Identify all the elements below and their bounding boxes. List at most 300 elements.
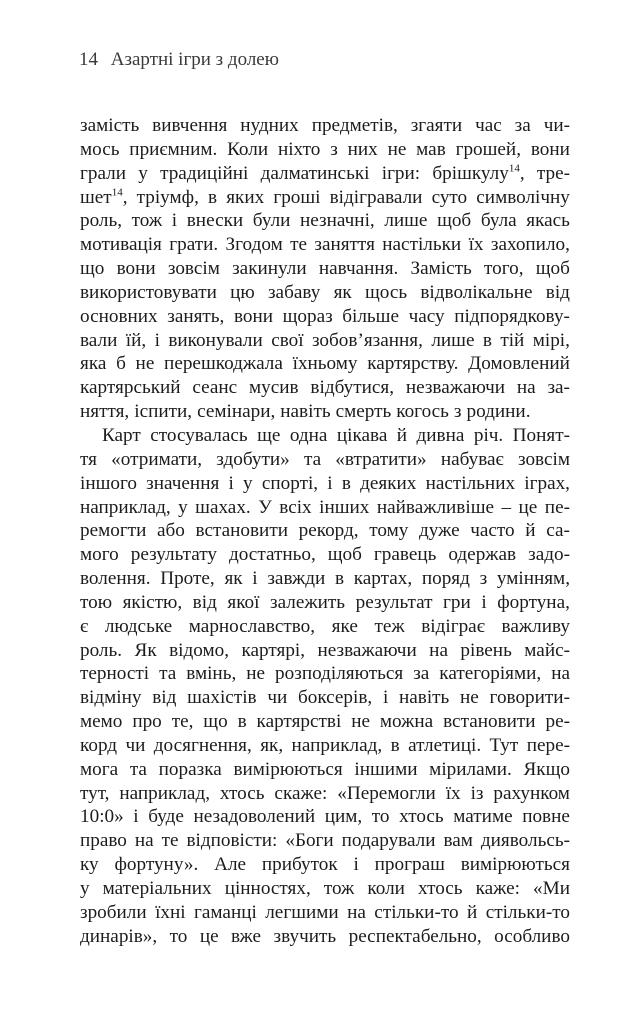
word: зобов’язання, (311, 329, 423, 351)
word: час (475, 115, 502, 136)
word: хтось (219, 782, 265, 804)
word: те (290, 234, 307, 256)
word: захопило, (490, 234, 570, 256)
word: за (514, 115, 531, 136)
word: одна (289, 424, 328, 446)
word: на (134, 830, 154, 852)
word: того, (484, 258, 524, 280)
word: це (199, 925, 219, 947)
word: хтось (399, 806, 444, 828)
word: диявольсь- (480, 830, 570, 852)
word: навіть (280, 401, 331, 423)
word: поразка (158, 758, 222, 780)
word: зробили (80, 901, 147, 923)
word: няття, (80, 401, 130, 423)
word: програш (374, 854, 445, 876)
word: відігравали (329, 186, 423, 208)
word: яка (80, 353, 107, 375)
word: як (224, 568, 243, 590)
word: більше (342, 305, 399, 327)
word: гаманці (194, 901, 257, 923)
word: й (396, 424, 408, 446)
word: суто (431, 186, 468, 208)
word: завжди (267, 568, 326, 590)
word: в (482, 329, 492, 351)
word: нудних (240, 115, 299, 136)
word: ку (80, 854, 99, 876)
word: цінностях, (224, 878, 311, 899)
word: стільки-то (374, 901, 459, 923)
word: гри (443, 591, 471, 613)
word: тож (131, 210, 163, 232)
text-line (80, 115, 570, 139)
word: їхньому (292, 353, 358, 375)
text-line (80, 854, 570, 878)
text-line (80, 544, 570, 568)
word: мотивація (80, 234, 162, 256)
word: забаву (267, 281, 321, 303)
word: в (341, 472, 351, 494)
text-line (80, 139, 570, 163)
word: достатньо, (228, 544, 316, 566)
word: найважливіше (376, 496, 494, 518)
word: наприклад, (80, 496, 171, 518)
word: лише (384, 210, 428, 232)
word: стільки-то (485, 901, 570, 923)
word: всіх (279, 496, 312, 518)
word: із (470, 782, 484, 804)
running-header (79, 49, 279, 71)
word: мав (416, 138, 446, 160)
word: в (208, 186, 218, 208)
word: залежить (270, 591, 346, 613)
text-line (80, 234, 570, 258)
word: яке (331, 615, 358, 637)
word: гроші (273, 186, 321, 208)
word: зовсім (517, 448, 570, 470)
word: важливу (501, 615, 570, 637)
word: часу (408, 305, 445, 327)
word: корд (80, 734, 118, 756)
text-line (80, 592, 570, 616)
word: «Боги (285, 830, 334, 852)
word: вже (231, 925, 262, 947)
word: майс- (524, 639, 570, 661)
word: річ. (473, 424, 504, 446)
word: іспити, (134, 401, 193, 423)
word: то (169, 925, 188, 947)
word: у (138, 162, 148, 184)
word: та (303, 448, 322, 470)
word: когось (396, 401, 449, 423)
word: на (347, 901, 366, 923)
word: на (551, 663, 570, 685)
word: У (258, 496, 272, 518)
word: з (330, 138, 338, 160)
word: вивчення (152, 115, 228, 136)
word: деяких (360, 472, 417, 494)
word: вони (233, 305, 274, 327)
word: вам (443, 830, 473, 852)
text-line (80, 473, 570, 497)
word: від (152, 687, 177, 709)
word: не (246, 663, 266, 685)
word: цим, (324, 806, 363, 828)
word: особливо (494, 925, 570, 947)
word: коли (367, 878, 405, 899)
word: них (347, 138, 378, 160)
word: тріумф, (136, 186, 199, 208)
word: Як (134, 639, 157, 661)
word: фортуну». (114, 854, 199, 876)
word: якістю, (122, 591, 183, 613)
word: тож (323, 878, 355, 899)
word: закинули (232, 258, 307, 280)
word: ремогти (80, 520, 147, 542)
word: подарували (341, 830, 436, 852)
word: як, (260, 734, 284, 756)
word: відволікальне (420, 281, 533, 303)
word: у (243, 472, 253, 494)
word: вимірюються (460, 854, 570, 876)
word: іншими (354, 758, 418, 780)
word: розподіляються (275, 663, 404, 685)
word: спорті, (261, 472, 319, 494)
text-line (80, 306, 570, 330)
word: й (525, 520, 536, 542)
word: вимірюються (233, 758, 343, 780)
word: грати. (169, 234, 219, 256)
text-line (80, 735, 570, 759)
word: картярі, (241, 639, 306, 661)
word: ще (257, 424, 281, 446)
word: і (252, 568, 258, 590)
word: і (171, 210, 178, 232)
word: встановити (195, 520, 288, 542)
word: «отримати, (111, 448, 203, 470)
word: не (460, 687, 479, 709)
word: Понят- (512, 424, 570, 446)
word: незважаючи (317, 639, 417, 661)
word: згаяти (410, 115, 463, 136)
word: як (333, 281, 352, 303)
word: картах, (353, 568, 413, 590)
word: дивна (416, 424, 465, 446)
word: і (382, 687, 389, 709)
word: тя (80, 448, 97, 470)
word: і (353, 854, 359, 876)
word: матиме (453, 806, 513, 828)
text-line (80, 878, 570, 902)
word: зовсім (167, 258, 220, 280)
word: мусив (249, 377, 299, 399)
word: атлетиці. (408, 734, 482, 756)
word: настільних (425, 472, 516, 494)
word: не (135, 353, 155, 375)
word: чи (267, 687, 288, 709)
word: картярський (80, 377, 181, 399)
word: або (157, 520, 185, 542)
word: підпорядкову- (454, 305, 570, 327)
text-line (80, 902, 570, 926)
word: тут, (80, 782, 110, 804)
word: навчання. (318, 258, 399, 280)
word: те, (171, 711, 194, 733)
word: інших (319, 496, 370, 518)
word: цікава (336, 424, 388, 446)
word: їй, (125, 329, 147, 351)
word: пере- (526, 734, 570, 756)
word: не (351, 711, 370, 733)
word: категоріями, (439, 663, 542, 685)
text-line (80, 258, 570, 282)
word: Замість (410, 258, 472, 280)
word: можна (379, 711, 434, 733)
word: перешкоджала (164, 353, 283, 375)
word: на (516, 377, 536, 399)
word: значення (146, 472, 220, 494)
word: набуває (440, 448, 504, 470)
word: встановити (443, 711, 536, 733)
word: основних (80, 305, 158, 327)
text-line (80, 497, 570, 521)
text-line (80, 401, 570, 425)
word: відміну (80, 687, 142, 709)
word: лише (431, 329, 475, 351)
word: роль, (80, 210, 123, 232)
text-line (80, 330, 570, 354)
word: волення. (80, 568, 151, 590)
word: боксерів, (297, 687, 373, 709)
word: прибуток (261, 854, 338, 876)
word: вони (116, 258, 156, 280)
word: і (481, 591, 487, 613)
word: і (154, 329, 160, 351)
word: щоб (327, 544, 362, 566)
word: говорити- (489, 687, 570, 709)
word: каже: (475, 878, 520, 899)
word: про (132, 711, 162, 733)
word: це (518, 496, 538, 518)
word: Але (214, 854, 247, 876)
text-line (80, 520, 570, 544)
word: рекорд, (298, 520, 359, 542)
text-line (80, 759, 570, 783)
word: задо- (528, 544, 570, 566)
word: стосувалась (150, 424, 248, 446)
word: незначні, (300, 210, 375, 232)
word: роль. (80, 639, 123, 661)
word: то (371, 806, 390, 828)
word: легшими (265, 901, 339, 923)
word: вмінь, (186, 663, 237, 685)
word: звучить (273, 925, 337, 947)
text-line (80, 210, 570, 234)
book-title: Азартні ігри з долею (110, 49, 279, 70)
word: досягнення, (153, 734, 252, 756)
word: тре- (536, 162, 570, 184)
text-line (80, 425, 570, 449)
text-line (80, 449, 570, 473)
word: тій (500, 329, 525, 351)
word: гравець (373, 544, 437, 566)
word: тому (369, 520, 409, 542)
word: від (545, 281, 570, 303)
word: щораз (282, 305, 333, 327)
word: терності (80, 663, 150, 685)
word: те (161, 830, 179, 852)
word: вали (80, 329, 118, 351)
word: са- (546, 520, 570, 542)
text-line (80, 568, 570, 592)
word: Проте, (160, 568, 215, 590)
word: 10:0» (80, 806, 124, 828)
word: шахах. (195, 496, 251, 518)
word: за (413, 663, 430, 685)
text-line (80, 163, 570, 187)
word: та (159, 663, 177, 685)
word: скаже: (274, 782, 328, 804)
word: їх (445, 782, 461, 804)
word: відповісти: (186, 830, 278, 852)
text-line (80, 663, 570, 687)
word: результат (355, 591, 433, 613)
word: мого (80, 544, 119, 566)
word: картярству. (367, 353, 459, 375)
word: незважаючи (405, 377, 506, 399)
text-line (80, 616, 570, 640)
word: за- (547, 377, 570, 399)
word: пе- (544, 496, 570, 518)
word: та (129, 758, 147, 780)
word: були (252, 210, 291, 232)
word: право (80, 830, 127, 852)
word: й (466, 901, 478, 923)
word: сеанс (192, 377, 238, 399)
word: семінари, (197, 401, 276, 423)
word: Якщо (523, 758, 570, 780)
text-line (80, 282, 570, 306)
word: мось (80, 138, 120, 160)
word: «втратити» (335, 448, 427, 470)
word: вони (530, 138, 570, 160)
word: не (387, 138, 407, 160)
word: «Перемогли (337, 782, 436, 804)
text-line (80, 711, 570, 735)
word: відбутися, (310, 377, 394, 399)
word: теж (374, 615, 405, 637)
word: наприклад, (291, 734, 383, 756)
word: респектабельно, (348, 925, 482, 947)
word: і (133, 806, 139, 828)
word: Згодом (225, 234, 283, 256)
word: виконували (168, 329, 263, 351)
text-line (80, 353, 570, 377)
word: відіграє (421, 615, 485, 637)
word: є (80, 615, 89, 637)
word: здобути» (216, 448, 290, 470)
word: буде (148, 806, 184, 828)
footnote-marker: 14 (111, 186, 123, 199)
word: іншого (80, 472, 137, 494)
word: рівень (460, 639, 512, 661)
word: мірилами. (429, 758, 512, 780)
word: в (334, 568, 344, 590)
word: шахістів (187, 687, 257, 709)
word: фортуна, (497, 591, 570, 613)
word: тою (80, 591, 113, 613)
word: і (228, 472, 234, 494)
page-number: 14 (79, 49, 98, 70)
word: була (480, 210, 517, 232)
word: людське (104, 615, 173, 637)
footnote-marker: 14 (508, 162, 520, 175)
word: внески (186, 210, 244, 232)
word: Домовлений (468, 353, 570, 375)
word: далматинські (260, 162, 370, 184)
word: умінням, (496, 568, 570, 590)
word: грошей, (455, 138, 521, 160)
word: відомо, (169, 639, 230, 661)
word: настільки (382, 234, 462, 256)
text-line (80, 926, 570, 950)
word: предметів, (311, 115, 398, 136)
word: Коли (227, 138, 269, 160)
word: ніхто (277, 138, 321, 160)
word: цю (230, 281, 255, 303)
word: смерть (335, 401, 392, 423)
text-line (80, 830, 570, 854)
word: щоб (535, 258, 570, 280)
word: якої (227, 591, 260, 613)
word: чи (125, 734, 146, 756)
text-line (80, 640, 570, 664)
word: свої (271, 329, 304, 351)
word: щось (365, 281, 408, 303)
word: ре- (545, 711, 570, 733)
word: їх (468, 234, 484, 256)
word: замість (80, 115, 140, 136)
word: занять, (167, 305, 225, 327)
word: ігри: (381, 162, 421, 184)
word: шет$^{14}$, (80, 186, 128, 208)
word: мемо (80, 711, 123, 733)
word: заняття (314, 234, 375, 256)
word: Карт (102, 424, 141, 446)
word: з (453, 401, 462, 423)
text-line (80, 687, 570, 711)
text-line (80, 187, 570, 211)
word: наприклад, (119, 782, 211, 804)
word: що (80, 258, 105, 280)
word: що (203, 711, 228, 733)
word: від (192, 591, 217, 613)
word: повне (522, 806, 570, 828)
word: б (116, 353, 126, 375)
word: одержав (448, 544, 517, 566)
body-text (80, 115, 570, 950)
word: картярстві (256, 711, 342, 733)
word: у (80, 878, 90, 899)
word: в (390, 734, 400, 756)
word: – (501, 496, 512, 518)
word: якась (526, 210, 570, 232)
word: приємним. (129, 138, 218, 160)
word: матеріальних (102, 878, 212, 899)
word: символічну (476, 186, 570, 208)
word: «Ми (533, 878, 570, 899)
word: грали (80, 162, 126, 184)
